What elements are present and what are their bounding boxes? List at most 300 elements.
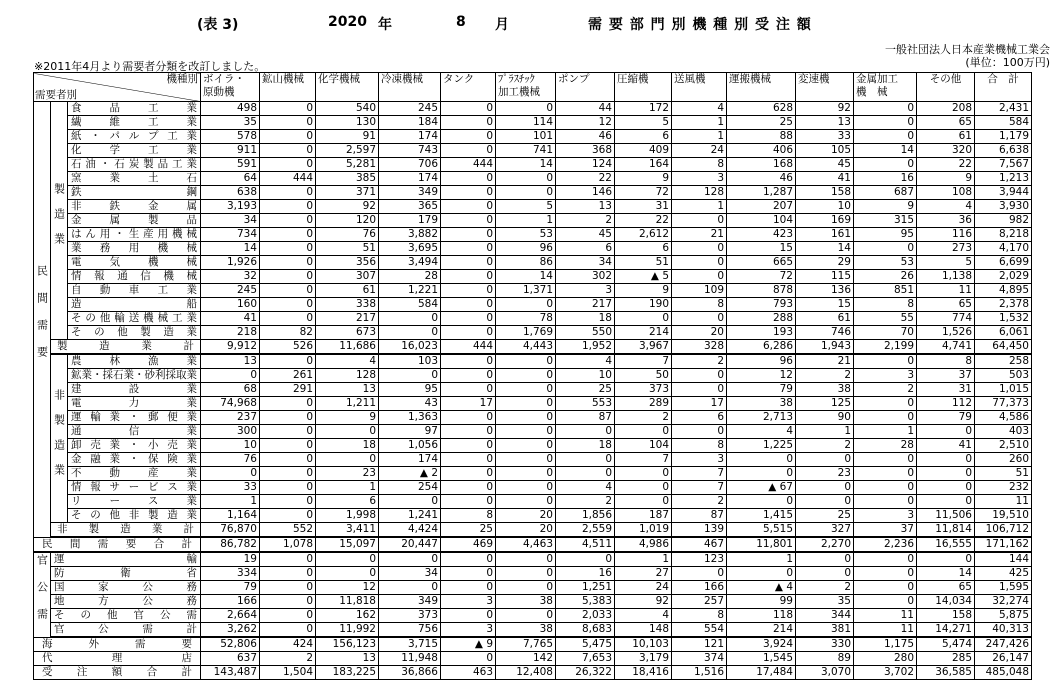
value-cell: 0 bbox=[260, 453, 316, 467]
row-label: 情報サービス業 bbox=[68, 481, 201, 495]
table-row bbox=[34, 144, 1032, 158]
value-cell: 3,411 bbox=[316, 523, 379, 538]
value-cell: 0 bbox=[441, 200, 496, 214]
value-cell: 746 bbox=[796, 326, 854, 340]
value-cell: 20,447 bbox=[379, 537, 441, 552]
value-cell: 0 bbox=[260, 595, 316, 609]
value-cell: 208 bbox=[917, 102, 975, 116]
value-cell: 6 bbox=[316, 495, 379, 509]
group-kancho: 官公需 bbox=[34, 552, 51, 637]
value-cell: 6,638 bbox=[975, 144, 1032, 158]
row-label: 民間需要合計 bbox=[34, 537, 201, 552]
value-cell: 0 bbox=[615, 495, 672, 509]
value-cell: 7 bbox=[672, 481, 727, 495]
value-cell: 8 bbox=[441, 509, 496, 523]
value-cell: 0 bbox=[917, 552, 975, 567]
value-cell: 156,123 bbox=[316, 637, 379, 652]
value-cell: 218 bbox=[201, 326, 260, 340]
value-cell: 540 bbox=[316, 102, 379, 116]
value-cell: 108 bbox=[917, 186, 975, 200]
value-cell: 0 bbox=[796, 552, 854, 567]
value-cell: 0 bbox=[854, 453, 917, 467]
value-cell: 16 bbox=[854, 172, 917, 186]
value-cell: 0 bbox=[316, 567, 379, 581]
value-cell: 193 bbox=[727, 326, 796, 340]
value-cell: 444 bbox=[260, 172, 316, 186]
value-cell: 285 bbox=[917, 652, 975, 666]
value-cell: 20 bbox=[496, 523, 556, 538]
value-cell: 628 bbox=[727, 102, 796, 116]
value-cell: 334 bbox=[201, 567, 260, 581]
value-cell: 2,029 bbox=[975, 270, 1032, 284]
value-cell: 20 bbox=[672, 326, 727, 340]
value-cell: 1 bbox=[615, 552, 672, 567]
value-cell: 121 bbox=[672, 637, 727, 652]
value-cell: 0 bbox=[379, 369, 441, 383]
value-cell: 0 bbox=[260, 425, 316, 439]
value-cell: 50 bbox=[615, 369, 672, 383]
value-cell: 550 bbox=[556, 326, 615, 340]
value-cell: 302 bbox=[556, 270, 615, 284]
value-cell: 55 bbox=[854, 312, 917, 326]
value-cell: 673 bbox=[316, 326, 379, 340]
value-cell: 0 bbox=[615, 481, 672, 495]
value-cell: 0 bbox=[672, 369, 727, 383]
value-cell: 217 bbox=[556, 298, 615, 312]
value-cell: 793 bbox=[727, 298, 796, 312]
row-label: 非製造業計 bbox=[51, 523, 201, 538]
value-cell: 46 bbox=[556, 130, 615, 144]
value-cell: 51 bbox=[615, 256, 672, 270]
value-cell: 11,992 bbox=[316, 623, 379, 638]
value-cell: 16,023 bbox=[379, 340, 441, 355]
value-cell: 1,415 bbox=[727, 509, 796, 523]
value-cell: 0 bbox=[441, 256, 496, 270]
value-cell: 2,431 bbox=[975, 102, 1032, 116]
table-row bbox=[34, 439, 1032, 453]
value-cell: 105 bbox=[796, 144, 854, 158]
value-cell: 0 bbox=[441, 102, 496, 116]
row-label: 運輸 bbox=[51, 552, 201, 567]
value-cell: 1,078 bbox=[260, 537, 316, 552]
value-cell: ▲ 4 bbox=[727, 581, 796, 595]
value-cell: 1,019 bbox=[615, 523, 672, 538]
value-cell: 349 bbox=[379, 186, 441, 200]
value-cell: 46 bbox=[727, 172, 796, 186]
value-cell: 5 bbox=[917, 256, 975, 270]
value-cell: 327 bbox=[796, 523, 854, 538]
table-row bbox=[34, 298, 1032, 312]
value-cell: 0 bbox=[496, 383, 556, 397]
value-cell: 1,179 bbox=[975, 130, 1032, 144]
value-cell: 0 bbox=[727, 467, 796, 481]
value-cell: 254 bbox=[379, 481, 441, 495]
value-cell: 0 bbox=[796, 481, 854, 495]
row-label: 地方公務 bbox=[51, 595, 201, 609]
value-cell: 0 bbox=[379, 581, 441, 595]
value-cell: ▲ 67 bbox=[727, 481, 796, 495]
value-cell: 0 bbox=[379, 552, 441, 567]
table-row bbox=[34, 397, 1032, 411]
value-cell: 552 bbox=[260, 523, 316, 538]
value-cell: 183,225 bbox=[316, 666, 379, 680]
value-cell: 3,882 bbox=[379, 228, 441, 242]
value-cell: 328 bbox=[672, 340, 727, 355]
value-cell: 356 bbox=[316, 256, 379, 270]
value-cell: 8 bbox=[672, 609, 727, 623]
month-unit: 月 bbox=[495, 17, 509, 33]
value-cell: 260 bbox=[975, 453, 1032, 467]
value-cell: 0 bbox=[441, 214, 496, 228]
value-cell: 8 bbox=[672, 439, 727, 453]
value-cell: 51 bbox=[316, 242, 379, 256]
value-cell: 21 bbox=[796, 354, 854, 369]
table-row bbox=[34, 509, 1032, 523]
value-cell: 0 bbox=[260, 354, 316, 369]
value-cell: 38 bbox=[727, 397, 796, 411]
value-cell: 424 bbox=[260, 637, 316, 652]
value-cell: 0 bbox=[496, 567, 556, 581]
value-cell: 1 bbox=[316, 481, 379, 495]
value-cell: 0 bbox=[727, 453, 796, 467]
value-cell: 16 bbox=[556, 567, 615, 581]
value-cell: 164 bbox=[615, 158, 672, 172]
value-cell: 87 bbox=[556, 411, 615, 425]
value-cell: 0 bbox=[441, 130, 496, 144]
value-cell: 5,281 bbox=[316, 158, 379, 172]
value-cell: 0 bbox=[672, 270, 727, 284]
year-unit: 年 bbox=[378, 17, 392, 33]
value-cell: 65 bbox=[917, 298, 975, 312]
value-cell: 320 bbox=[917, 144, 975, 158]
value-cell: 371 bbox=[316, 186, 379, 200]
value-cell: 4,443 bbox=[496, 340, 556, 355]
value-cell: 1,516 bbox=[672, 666, 727, 680]
value-cell: 0 bbox=[854, 552, 917, 567]
column-header: 運搬機械 bbox=[727, 73, 796, 102]
value-cell: 0 bbox=[556, 425, 615, 439]
table-row bbox=[34, 481, 1032, 495]
value-cell: 1 bbox=[496, 214, 556, 228]
value-cell: 15 bbox=[727, 242, 796, 256]
value-cell: 8 bbox=[917, 354, 975, 369]
value-cell: 11,818 bbox=[316, 595, 379, 609]
value-cell: 86 bbox=[496, 256, 556, 270]
column-header: 合 計 bbox=[975, 73, 1032, 102]
value-cell: 0 bbox=[379, 326, 441, 340]
value-cell: 162 bbox=[316, 609, 379, 623]
value-cell: 288 bbox=[727, 312, 796, 326]
value-cell: 128 bbox=[672, 186, 727, 200]
value-cell: 3,944 bbox=[975, 186, 1032, 200]
value-cell: 0 bbox=[496, 467, 556, 481]
value-cell: 14 bbox=[496, 270, 556, 284]
value-cell: 24 bbox=[672, 144, 727, 158]
value-cell: 0 bbox=[496, 411, 556, 425]
value-cell: 0 bbox=[496, 453, 556, 467]
value-cell: 139 bbox=[672, 523, 727, 538]
value-cell: 158 bbox=[917, 609, 975, 623]
value-cell: 125 bbox=[796, 397, 854, 411]
value-cell: 41 bbox=[796, 172, 854, 186]
value-cell: 68 bbox=[201, 383, 260, 397]
value-cell: 11 bbox=[854, 609, 917, 623]
row-label: 紙・パルプ工業 bbox=[68, 130, 201, 144]
value-cell: 0 bbox=[496, 172, 556, 186]
value-cell: 368 bbox=[556, 144, 615, 158]
value-cell: 0 bbox=[615, 312, 672, 326]
value-cell: 0 bbox=[441, 354, 496, 369]
row-label: 運輸業・郵便業 bbox=[68, 411, 201, 425]
row-label: 電力業 bbox=[68, 397, 201, 411]
value-cell: 232 bbox=[975, 481, 1032, 495]
value-cell: 385 bbox=[316, 172, 379, 186]
value-cell: 18 bbox=[556, 439, 615, 453]
value-cell: 1,213 bbox=[975, 172, 1032, 186]
table-row bbox=[34, 523, 1032, 538]
value-cell: 315 bbox=[854, 214, 917, 228]
value-cell: 99 bbox=[727, 595, 796, 609]
value-cell: 373 bbox=[615, 383, 672, 397]
value-cell: 0 bbox=[260, 158, 316, 172]
value-cell: 13 bbox=[316, 383, 379, 397]
value-cell: 584 bbox=[975, 116, 1032, 130]
value-cell: 584 bbox=[379, 298, 441, 312]
value-cell: 88 bbox=[727, 130, 796, 144]
value-cell: 2 bbox=[796, 581, 854, 595]
value-cell: 8,683 bbox=[556, 623, 615, 638]
value-cell: 409 bbox=[615, 144, 672, 158]
value-cell: 0 bbox=[441, 242, 496, 256]
value-cell: 0 bbox=[441, 284, 496, 298]
value-cell: 64 bbox=[201, 172, 260, 186]
table-row bbox=[34, 411, 1032, 425]
value-cell: 174 bbox=[379, 130, 441, 144]
value-cell: 14,034 bbox=[917, 595, 975, 609]
value-cell: 300 bbox=[201, 425, 260, 439]
value-cell: 0 bbox=[672, 214, 727, 228]
value-cell: 0 bbox=[854, 116, 917, 130]
value-cell: 25 bbox=[727, 116, 796, 130]
value-cell: 0 bbox=[672, 567, 727, 581]
value-cell: 2,199 bbox=[854, 340, 917, 355]
value-cell: 1 bbox=[672, 200, 727, 214]
table-row bbox=[34, 270, 1032, 284]
value-cell: 7 bbox=[672, 467, 727, 481]
value-cell: 774 bbox=[917, 312, 975, 326]
report-title: 需 要 部 門 別 機 種 別 受 注 額 bbox=[588, 17, 812, 33]
value-cell: 0 bbox=[260, 552, 316, 567]
value-cell: 120 bbox=[316, 214, 379, 228]
table-row bbox=[34, 186, 1032, 200]
value-cell: 41 bbox=[917, 439, 975, 453]
value-cell: 0 bbox=[441, 369, 496, 383]
value-cell: 18 bbox=[556, 312, 615, 326]
value-cell: 79 bbox=[201, 581, 260, 595]
row-label: 卸売業・小売業 bbox=[68, 439, 201, 453]
value-cell: 0 bbox=[441, 495, 496, 509]
value-cell: 0 bbox=[796, 567, 854, 581]
value-cell: 74,968 bbox=[201, 397, 260, 411]
value-cell: 553 bbox=[556, 397, 615, 411]
value-cell: 1 bbox=[672, 130, 727, 144]
value-cell: 1,225 bbox=[727, 439, 796, 453]
table-row bbox=[34, 637, 1032, 652]
value-cell: 217 bbox=[316, 312, 379, 326]
row-label: 窯業土石 bbox=[68, 172, 201, 186]
value-cell: 1,526 bbox=[917, 326, 975, 340]
value-cell: 0 bbox=[672, 242, 727, 256]
value-cell: 3 bbox=[854, 509, 917, 523]
value-cell: 22 bbox=[556, 172, 615, 186]
value-cell: 76 bbox=[201, 453, 260, 467]
value-cell: 7,765 bbox=[496, 637, 556, 652]
value-cell: 1,504 bbox=[260, 666, 316, 680]
value-cell: 2,236 bbox=[854, 537, 917, 552]
revision-note: ※2011年4月より需要者分類を改訂しました。 bbox=[34, 60, 266, 73]
table-row bbox=[34, 354, 1032, 369]
value-cell: 9 bbox=[615, 284, 672, 298]
value-cell: 245 bbox=[379, 102, 441, 116]
value-cell: 1,532 bbox=[975, 312, 1032, 326]
value-cell: 32 bbox=[201, 270, 260, 284]
value-cell: 2 bbox=[796, 439, 854, 453]
value-cell: 0 bbox=[260, 609, 316, 623]
value-cell: 36,866 bbox=[379, 666, 441, 680]
value-cell: ▲ 2 bbox=[379, 467, 441, 481]
value-cell: 123 bbox=[672, 552, 727, 567]
corner-bottom-label: 需要者別 bbox=[35, 88, 77, 101]
value-cell: 3,695 bbox=[379, 242, 441, 256]
value-cell: 1,164 bbox=[201, 509, 260, 523]
value-cell: 104 bbox=[615, 439, 672, 453]
value-cell: 28 bbox=[854, 439, 917, 453]
value-cell: 174 bbox=[379, 172, 441, 186]
table-row bbox=[34, 256, 1032, 270]
table-row bbox=[34, 312, 1032, 326]
value-cell: 1,138 bbox=[917, 270, 975, 284]
value-cell: 0 bbox=[441, 609, 496, 623]
row-label: その他非製造業 bbox=[68, 509, 201, 523]
value-cell: 72 bbox=[727, 270, 796, 284]
value-cell: 0 bbox=[441, 453, 496, 467]
value-cell: 36,585 bbox=[917, 666, 975, 680]
value-cell: 12 bbox=[316, 581, 379, 595]
value-cell: 741 bbox=[496, 144, 556, 158]
column-header: 金属加工 機 械 bbox=[854, 73, 917, 102]
value-cell: 8 bbox=[672, 158, 727, 172]
row-label: 国家公務 bbox=[51, 581, 201, 595]
row-label: 金融業・保険業 bbox=[68, 453, 201, 467]
value-cell: 82 bbox=[260, 326, 316, 340]
value-cell: 44 bbox=[556, 102, 615, 116]
value-cell: 146 bbox=[556, 186, 615, 200]
value-cell: 96 bbox=[727, 354, 796, 369]
value-cell: 578 bbox=[201, 130, 260, 144]
value-cell: 171,162 bbox=[975, 537, 1032, 552]
value-cell: 0 bbox=[917, 467, 975, 481]
value-cell: 9 bbox=[615, 172, 672, 186]
value-cell: 0 bbox=[496, 425, 556, 439]
value-cell: 0 bbox=[496, 298, 556, 312]
value-cell: 0 bbox=[260, 439, 316, 453]
orders-table bbox=[33, 72, 1032, 680]
value-cell: 734 bbox=[201, 228, 260, 242]
value-cell: 166 bbox=[672, 581, 727, 595]
value-cell: 0 bbox=[441, 116, 496, 130]
value-cell: 0 bbox=[260, 116, 316, 130]
row-label: 繊維工業 bbox=[68, 116, 201, 130]
group-seizo: 製造業 bbox=[51, 102, 68, 340]
table-row bbox=[34, 228, 1032, 242]
value-cell: 144 bbox=[975, 552, 1032, 567]
value-cell: 4,170 bbox=[975, 242, 1032, 256]
value-cell: 179 bbox=[379, 214, 441, 228]
value-cell: 0 bbox=[796, 495, 854, 509]
value-cell: 95 bbox=[854, 228, 917, 242]
value-cell: 0 bbox=[854, 467, 917, 481]
value-cell: 0 bbox=[260, 186, 316, 200]
row-label: 受注額合計 bbox=[34, 666, 201, 680]
value-cell: 166 bbox=[201, 595, 260, 609]
value-cell: 17 bbox=[672, 397, 727, 411]
value-cell: 34 bbox=[556, 256, 615, 270]
value-cell: 10 bbox=[556, 369, 615, 383]
value-cell: 0 bbox=[672, 256, 727, 270]
value-cell: 12 bbox=[727, 369, 796, 383]
value-cell: 0 bbox=[496, 495, 556, 509]
value-cell: 0 bbox=[854, 411, 917, 425]
value-cell: 21 bbox=[672, 228, 727, 242]
value-cell: 112 bbox=[917, 397, 975, 411]
value-cell: 2,559 bbox=[556, 523, 615, 538]
value-cell: 307 bbox=[316, 270, 379, 284]
value-cell: 214 bbox=[615, 326, 672, 340]
value-cell: 0 bbox=[854, 397, 917, 411]
value-cell: 76 bbox=[316, 228, 379, 242]
value-cell: 4 bbox=[556, 481, 615, 495]
value-cell: 591 bbox=[201, 158, 260, 172]
value-cell: 148 bbox=[615, 623, 672, 638]
value-cell: 374 bbox=[672, 652, 727, 666]
header-corner bbox=[34, 73, 201, 102]
value-cell: 65 bbox=[917, 116, 975, 130]
value-cell: 0 bbox=[441, 270, 496, 284]
table-row bbox=[34, 567, 1032, 581]
value-cell: 2 bbox=[556, 214, 615, 228]
value-cell: 4 bbox=[556, 354, 615, 369]
table-row bbox=[34, 116, 1032, 130]
value-cell: 0 bbox=[496, 369, 556, 383]
value-cell: 485,048 bbox=[975, 666, 1032, 680]
column-header: タンク bbox=[441, 73, 496, 102]
table-row bbox=[34, 609, 1032, 623]
value-cell: 0 bbox=[556, 467, 615, 481]
group-minkan: 民間需要 bbox=[34, 102, 51, 538]
value-cell: 1,287 bbox=[727, 186, 796, 200]
row-label: 石油・石炭製品工業 bbox=[68, 158, 201, 172]
value-cell: 45 bbox=[556, 228, 615, 242]
value-cell: 554 bbox=[672, 623, 727, 638]
value-cell: 19 bbox=[201, 552, 260, 567]
value-cell: 14 bbox=[201, 242, 260, 256]
value-cell: 43 bbox=[379, 397, 441, 411]
table-row bbox=[34, 623, 1032, 638]
value-cell: 0 bbox=[441, 186, 496, 200]
value-cell: 1,056 bbox=[379, 439, 441, 453]
value-cell: 1,363 bbox=[379, 411, 441, 425]
value-cell: 11,814 bbox=[917, 523, 975, 538]
